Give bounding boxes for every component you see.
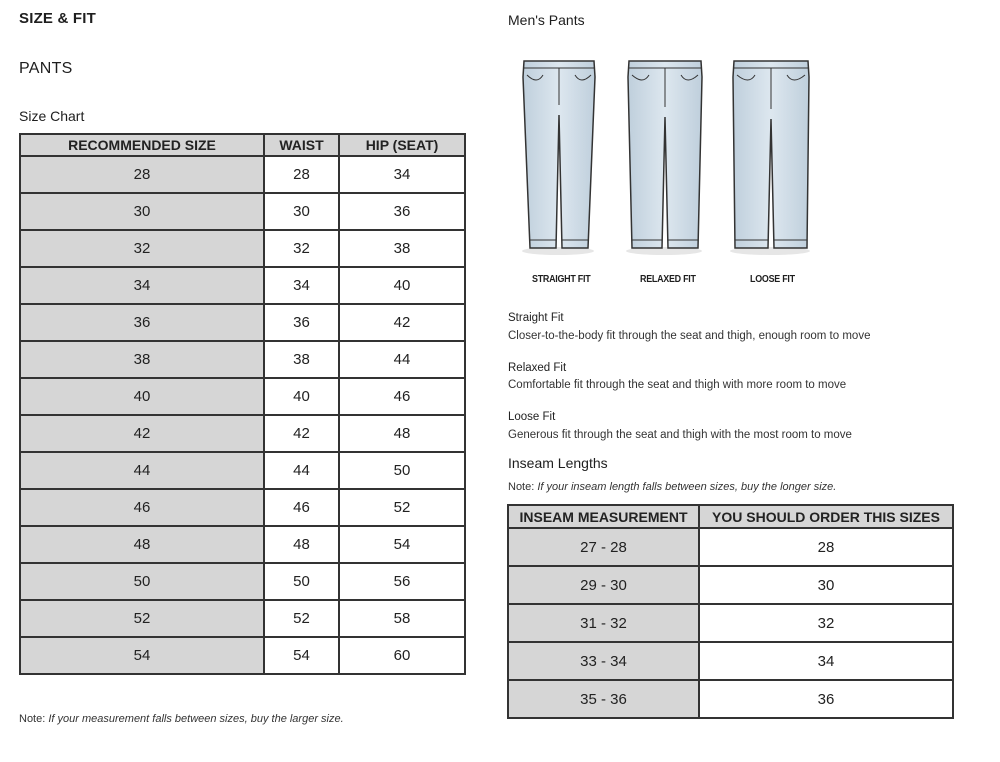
inseam-table-row bbox=[508, 680, 953, 718]
waist-cell: 54 bbox=[264, 637, 339, 674]
inseam-measurement-cell: 35 - 36 bbox=[508, 680, 699, 718]
recommended-size-cell: 52 bbox=[20, 600, 264, 637]
size-table-row bbox=[20, 489, 465, 526]
size-table-row bbox=[20, 563, 465, 600]
recommended-size-cell: 50 bbox=[20, 563, 264, 600]
hip-seat-cell: 50 bbox=[339, 452, 465, 489]
header-hip-seat: HIP (SEAT) bbox=[339, 134, 465, 156]
waist-cell: 32 bbox=[264, 230, 339, 267]
hip-seat-cell: 38 bbox=[339, 230, 465, 267]
size-table-row bbox=[20, 600, 465, 637]
header-waist: WAIST bbox=[264, 134, 339, 156]
waist-cell: 48 bbox=[264, 526, 339, 563]
waist-cell: 52 bbox=[264, 600, 339, 637]
relaxed-fit-description: Comfortable fit through the seat and thigh with more room to move bbox=[508, 379, 847, 391]
hip-seat-cell: 56 bbox=[339, 563, 465, 600]
loose-fit-description: Generous fit through the seat and thigh with the most room to move bbox=[508, 429, 852, 441]
size-table-row bbox=[20, 304, 465, 341]
hip-seat-cell: 58 bbox=[339, 600, 465, 637]
header-order-size: YOU SHOULD ORDER THIS SIZES bbox=[699, 505, 953, 528]
inseam-table-row bbox=[508, 528, 953, 566]
waist-cell: 40 bbox=[264, 378, 339, 415]
size-table-row bbox=[20, 415, 465, 452]
size-table-row bbox=[20, 230, 465, 267]
size-table-row bbox=[20, 341, 465, 378]
page-title: SIZE & FIT bbox=[19, 10, 96, 27]
inseam-measurement-cell: 27 - 28 bbox=[508, 528, 699, 566]
hip-seat-cell: 52 bbox=[339, 489, 465, 526]
recommended-size-cell: 42 bbox=[20, 415, 264, 452]
inseam-note bbox=[508, 481, 836, 493]
order-size-cell: 34 bbox=[699, 642, 953, 680]
hip-seat-cell: 40 bbox=[339, 267, 465, 304]
relaxed-fit-label: RELAXED FIT bbox=[640, 273, 696, 285]
inseam-measurement-cell: 31 - 32 bbox=[508, 604, 699, 642]
waist-cell: 44 bbox=[264, 452, 339, 489]
recommended-size-cell: 34 bbox=[20, 267, 264, 304]
waist-cell: 42 bbox=[264, 415, 339, 452]
recommended-size-cell: 38 bbox=[20, 341, 264, 378]
hip-seat-cell: 44 bbox=[339, 341, 465, 378]
recommended-size-cell: 48 bbox=[20, 526, 264, 563]
waist-cell: 46 bbox=[264, 489, 339, 526]
straight-fit-pants-icon bbox=[522, 61, 595, 255]
recommended-size-cell: 28 bbox=[20, 156, 264, 193]
order-size-cell: 36 bbox=[699, 680, 953, 718]
size-chart-note bbox=[19, 713, 344, 725]
recommended-size-cell: 40 bbox=[20, 378, 264, 415]
pants-illustrations bbox=[515, 55, 815, 260]
size-table-row bbox=[20, 156, 465, 193]
order-size-cell: 28 bbox=[699, 528, 953, 566]
recommended-size-cell: 46 bbox=[20, 489, 264, 526]
inseam-table-row bbox=[508, 642, 953, 680]
recommended-size-cell: 54 bbox=[20, 637, 264, 674]
relaxed-fit-name: Relaxed Fit bbox=[508, 362, 567, 374]
straight-fit-description: Closer-to-the-body fit through the seat and thigh, enough room to move bbox=[508, 330, 871, 342]
recommended-size-cell: 32 bbox=[20, 230, 264, 267]
mens-pants-title: Men's Pants bbox=[508, 12, 585, 28]
note-prefix: Note: bbox=[19, 713, 46, 725]
hip-seat-cell: 42 bbox=[339, 304, 465, 341]
hip-seat-cell: 48 bbox=[339, 415, 465, 452]
order-size-cell: 30 bbox=[699, 566, 953, 604]
waist-cell: 34 bbox=[264, 267, 339, 304]
waist-cell: 36 bbox=[264, 304, 339, 341]
waist-cell: 38 bbox=[264, 341, 339, 378]
straight-fit-name: Straight Fit bbox=[508, 312, 564, 324]
inseam-measurement-cell: 33 - 34 bbox=[508, 642, 699, 680]
waist-cell: 28 bbox=[264, 156, 339, 193]
inseam-note-prefix: Note: bbox=[508, 481, 535, 493]
category-title: PANTS bbox=[19, 60, 73, 77]
inseam-measurement-cell: 29 - 30 bbox=[508, 566, 699, 604]
hip-seat-cell: 60 bbox=[339, 637, 465, 674]
hip-seat-cell: 34 bbox=[339, 156, 465, 193]
waist-cell: 30 bbox=[264, 193, 339, 230]
straight-fit-label: STRAIGHT FIT bbox=[532, 273, 591, 285]
order-size-cell: 32 bbox=[699, 604, 953, 642]
recommended-size-cell: 36 bbox=[20, 304, 264, 341]
size-table-row bbox=[20, 452, 465, 489]
hip-seat-cell: 36 bbox=[339, 193, 465, 230]
size-table-row bbox=[20, 267, 465, 304]
hip-seat-cell: 54 bbox=[339, 526, 465, 563]
size-table-row bbox=[20, 526, 465, 563]
inseam-table-row bbox=[508, 566, 953, 604]
header-inseam-measurement: INSEAM MEASUREMENT bbox=[508, 505, 699, 528]
hip-seat-cell: 46 bbox=[339, 378, 465, 415]
inseam-title: Inseam Lengths bbox=[508, 455, 608, 471]
size-chart-table bbox=[19, 133, 466, 675]
size-table-row bbox=[20, 637, 465, 674]
waist-cell: 50 bbox=[264, 563, 339, 600]
loose-fit-name: Loose Fit bbox=[508, 411, 556, 423]
loose-fit-pants-icon bbox=[730, 61, 810, 255]
recommended-size-cell: 30 bbox=[20, 193, 264, 230]
recommended-size-cell: 44 bbox=[20, 452, 264, 489]
size-chart-title: Size Chart bbox=[19, 108, 85, 124]
inseam-table bbox=[507, 504, 954, 719]
header-recommended-size: RECOMMENDED SIZE bbox=[20, 134, 264, 156]
size-table-row bbox=[20, 193, 465, 230]
relaxed-fit-pants-icon bbox=[626, 61, 702, 255]
inseam-note-text: If your inseam length falls between sizes, buy the longer size. bbox=[537, 481, 837, 493]
size-table-row bbox=[20, 378, 465, 415]
loose-fit-label: LOOSE FIT bbox=[750, 273, 795, 285]
inseam-table-row bbox=[508, 604, 953, 642]
note-text: If your measurement falls between sizes, buy the larger size. bbox=[48, 713, 344, 725]
